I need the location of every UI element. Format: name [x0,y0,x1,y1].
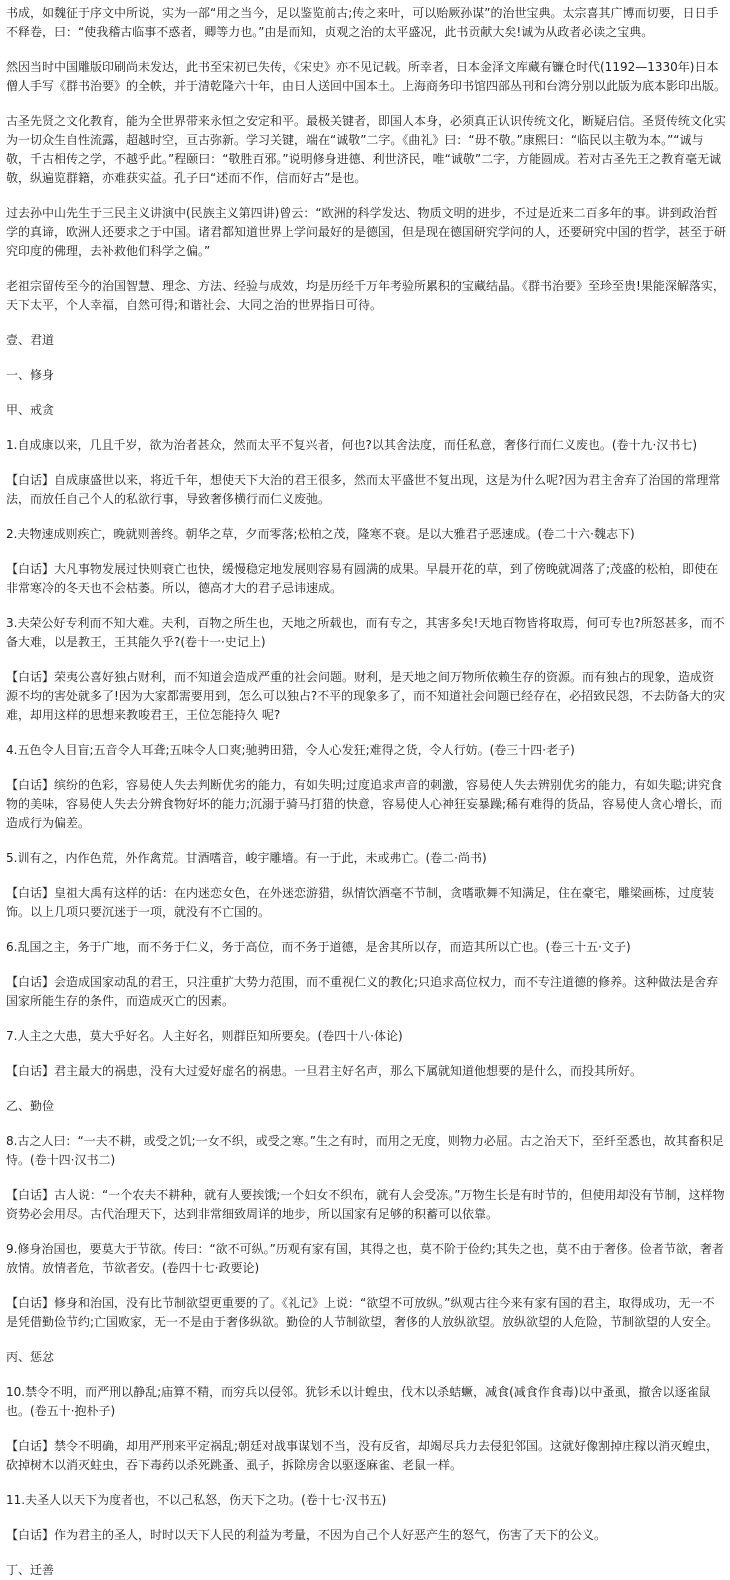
entry-source-text: 7.人主之大患，莫大乎好名。人主好名，则群臣知所要矣。(卷四十八·体论) [6,1029,403,1043]
entry-vernacular [6,776,726,833]
entry-vernacular [6,471,726,509]
vernacular-tag: 【白话】 [6,975,55,989]
entry-vernacular [6,1062,726,1081]
intro-paragraph: 古圣先贤之文化教育，能为全世界带来永恒之安定和平。最极关键者，即国人本身，必须真正认识传统文化，断疑启信。圣贤传统文化实为一切众生自性流露，超越时空，亘古弥新。学习关键，端在“诚敬”二字。《曲礼》曰：“毋不敬。”康熙曰：“临民以主敬为本。”“诚与敬，千古相传之学，不越乎此。”程颐曰：“敬胜百邪。”说明修身进德、利世济民，唯“诚敬”二字，方能圆成。若对古圣先王之教育毫无诚敬，纵遍览群籍，亦难获实益。孔子曰“述而不作，信而好古”是也。 [6,114,727,185]
vernacular-tag: 【白话】 [6,1064,55,1078]
subsection-heading: 丙、惩忿 [6,1350,55,1364]
vernacular-tag: 【白话】 [6,670,55,684]
chapter-heading: 壹、君道 [6,333,55,347]
intro-paragraph: 过去孙中山先生于三民主义讲演中(民族主义第四讲)曾云：“欧洲的科学发达、物质文明的进步，不过是近来二百多年的事。讲到政治哲学的真谛，欧洲人还要求之于中国。诸君都知道世界上学问最好的是德国，但是现在德国研究学问的人，还要研究中国的哲学，甚至于研究印度的佛理，去补救他们科学之偏。” [6,206,727,258]
vernacular-tag: 【白话】 [6,1439,55,1453]
subsection-heading: 甲、戒贪 [6,403,55,417]
entry-source-text: 3.夫荣公好专利而不知大难。夫利，百物之所生也，天地之所载也，而有专之，其害多矣!天地百物皆将取焉，何可专也?所怒甚多，而不备大难，以是教王，王其能久乎?(卷十一·史记上) [6,616,725,649]
intro-paragraph: 书成，如魏征于序文中所说，实为一部“用之当今，足以鉴览前古;传之来叶，可以贻厥孙谋”的治世宝典。太宗喜其广博而切要，日日手不释卷，曰：“使我稽古临事不惑者，卿等力也。”由是而知，贞观之治的太平盛况，此书贡献大矣!诚为从政者必读之宝典。 [6,6,719,39]
entry-vernacular [6,560,726,598]
entry-source-text: 10.禁令不明，而严刑以静乱;庙算不精，而穷兵以侵邻。犹钐禾以计蝗虫，伐木以杀蛣蟩，减食(减食作食毒)以中蚤虱，撤舍以逐雀鼠也。(卷五十·抱朴子) [6,1385,711,1418]
vernacular-text: 古人说：“一个农夫不耕种，就有人要挨饿;一个妇女不织布，就有人会受冻。”万物生长是有时节的，但使用却没有节制，这样物资势必会用尽。古代治理天下，达到非常细致周详的地步，所以国家有足够的积蓄可以依靠。 [6,1188,725,1221]
entry-vernacular [6,1437,726,1475]
entry-vernacular [6,1526,726,1545]
subsection-heading: 丁、迁善 [6,1563,55,1577]
vernacular-tag: 【白话】 [6,778,55,792]
vernacular-text: 会造成国家动乱的君王，只注重扩大势力范围，而不重视仁义的教化;只追求高位权力，而不专注道德的修养。这种做法是舍弃国家所能生存的条件，而造成灭亡的因素。 [6,975,719,1008]
entry-source-text: 9.修身治国也，要莫大于节欲。传曰：“欲不可纵。”历观有家有国，其得之也，莫不阶于俭约;其失之也，莫不由于奢侈。俭者节欲，奢者放情。放情者危，节欲者安。(卷四十七·政要论) [6,1242,724,1275]
vernacular-text: 自成康盛世以来，将近千年，想使天下大治的君王很多，然而太平盛世不复出现，这是为什么呢?因为君主舍弃了治国的常理常法，而放任自己个人的私欲行事，导致奢侈横行而仁义废弛。 [6,473,721,506]
entry-source-text: 6.乱国之主，务于广地，而不务于仁义，务于高位，而不务于道德，是舍其所以存，而造其所以亡也。(卷三十五·文子) [6,940,631,954]
intro-paragraph: 然因当时中国雕版印刷尚未发达，此书至宋初已失传，《宋史》亦不见记载。所幸者，日本金泽文库藏有镰仓时代(1192—1330年)日本僧人手写《群书治要》的全帙，并于清乾隆六十年，由日人送回中国本土。上海商务印书馆四部丛刊和台湾分别以此版为底本影印出版。 [6,60,727,93]
vernacular-tag: 【白话】 [6,886,55,900]
vernacular-text: 禁令不明确，却用严刑来平定祸乱;朝廷对战事谋划不当，没有反省，却竭尽兵力去侵犯邻国。这就好像割掉庄稼以消灭蝗虫，砍掉树木以消灭蛀虫，吞下毒药以杀死跳蚤、虱子，拆除房舍以驱逐麻雀、老鼠一样。 [6,1439,719,1472]
entry-source-text: 11.夫圣人以天下为度者也，不以己私怒，伤天下之功。(卷十七·汉书五) [6,1493,387,1507]
subsection-heading: 乙、勤俭 [6,1099,55,1113]
vernacular-text: 君主最大的祸患，没有大过爱好虚名的祸患。一旦君主好名声，那么下属就知道他想要的是什么，而投其所好。 [54,1064,643,1078]
vernacular-text: 作为君主的圣人，时时以天下人民的利益为考量，不因为自己个人好恶产生的怒气，伤害了天下的公义。 [54,1528,607,1542]
entry-vernacular [6,668,726,725]
entry-vernacular [6,1294,726,1332]
vernacular-tag: 【白话】 [6,1188,55,1202]
entry-source-text: 8.古之人曰：“一夫不耕，或受之饥;一女不织，或受之寒。”生之有时，而用之无度，则物力必屈。古之治天下，至纤至悉也，故其畜积足恃。(卷十四·汉书二) [6,1134,724,1167]
intro-paragraph: 老祖宗留传至今的治国智慧、理念、方法、经验与成效，均是历经千万年考验所累积的宝藏结晶。《群书治要》至珍至贵!果能深解落实，天下太平，个人幸福，自然可得;和谐社会、大同之治的世界指日可待。 [6,279,725,312]
vernacular-text: 大凡事物发展过快则衰亡也快，缓慢稳定地发展则容易有圆满的成果。早晨开花的草，到了傍晚就凋落了;茂盛的松柏，即使在非常寒冷的冬天也不会枯萎。所以，德高才大的君子忌讳速成。 [6,562,719,595]
vernacular-text: 皇祖大禹有这样的话：在内迷恋女色，在外迷恋游猎，纵情饮酒毫不节制，贪嗜歌舞不知满足，住在豪宅，雕梁画栋，过度装饰。以上几项只要沉迷于一项，就没有不亡国的。 [6,886,715,919]
section-heading: 一、修身 [6,368,55,382]
entry-source-text: 2.夫物速成则疾亡，晚就则善终。朝华之草，夕而零落;松柏之茂，隆寒不衰。是以大雅君子恶速成。(卷二十六·魏志下) [6,527,635,541]
vernacular-tag: 【白话】 [6,1296,55,1310]
vernacular-text: 荣夷公喜好独占财利，而不知道会造成严重的社会问题。财利，是天地之间万物所依赖生存的资源。而有独占的现象，造成资源不均的害处就多了!因为大家都需要用到，怎么可以独占?不平的现象多了，而不知道社会问题已经存在，必招致民怨，不去防备大的灾难，却用这样的思想来教唆君王，王位怎能持久 呢? [6,670,726,722]
entry-source-text: 4.五色令人目盲;五音令人耳聋;五味令人口爽;驰骋田猎，令人心发狂;难得之货，令人行妨。(卷三十四·老子) [6,743,575,757]
entry-source-text: 5.训有之，内作色荒，外作禽荒。甘酒嗜音，峻宇雕墙。有一于此，未或弗亡。(卷二·尚书) [6,851,487,865]
entry-vernacular [6,884,726,922]
vernacular-tag: 【白话】 [6,473,55,487]
vernacular-text: 修身和治国，没有比节制欲望更重要的了。《礼记》上说：“欲望不可放纵。”纵观古往今来有家有国的君主，取得成功，无一不是凭借勤俭节约;亡国败家，无一不是由于奢侈纵欲。勤俭的人节制欲望，奢侈的人放纵欲望。放纵欲望的人危险，节制欲望的人安全。 [6,1296,719,1329]
entry-vernacular [6,973,726,1011]
vernacular-text: 缤纷的色彩，容易使人失去判断优劣的能力，有如失明;过度追求声音的刺激，容易使人失去辨别优劣的能力，有如失聪;讲究食物的美味，容易使人失去分辨食物好坏的能力;沉溺于骑马打猎的快意，容易使人心神狂妄暴躁;稀有难得的货品，容易使人贪心增长，而造成行为偏差。 [6,778,723,830]
vernacular-tag: 【白话】 [6,1528,55,1542]
entry-vernacular [6,1186,726,1224]
entry-source-text: 1.自成康以来，几且千岁，欲为治者甚众，然而太平不复兴者，何也?以其舍法度，而任私意，奢侈行而仁义废也。(卷十九·汉书七) [6,438,698,452]
vernacular-tag: 【白话】 [6,562,55,576]
